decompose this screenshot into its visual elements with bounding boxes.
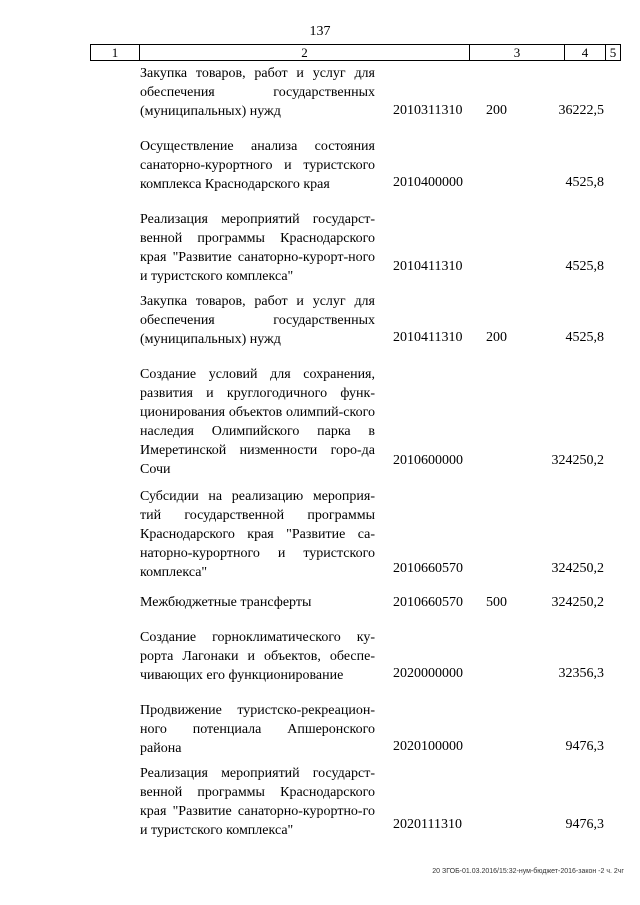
header-col-3: 3 <box>470 45 565 60</box>
row-code: 2010400000 <box>393 175 463 190</box>
table-header-row <box>90 44 621 61</box>
row-description: Создание горноклиматического ку-рорта Лагонаки и объектов, обеспе-чивающих его функционирование <box>140 630 375 683</box>
row-amount: 9476,3 <box>565 739 604 754</box>
row-type: 200 <box>486 103 507 118</box>
header-col-5: 5 <box>609 45 617 60</box>
row-code: 2010411310 <box>393 330 463 345</box>
row-type: 500 <box>486 595 507 610</box>
row-description: Реализация мероприятий государст-венной программы Краснодарского края "Развитие санаторно-курорт-ного и туристского комплекса" <box>140 212 375 284</box>
row-type: 200 <box>486 330 507 345</box>
row-code: 2010600000 <box>393 453 463 468</box>
row-code: 2020111310 <box>393 817 462 832</box>
row-amount: 4525,8 <box>565 259 604 274</box>
row-amount: 4525,8 <box>565 175 604 190</box>
row-code: 2020100000 <box>393 739 463 754</box>
row-amount: 324250,2 <box>551 453 604 468</box>
header-col-1: 1 <box>91 45 140 60</box>
row-code: 2010660570 <box>393 561 463 576</box>
header-col-4: 4 <box>565 45 606 60</box>
row-description: Создание условий для сохранения, развития и круглогодичного функ-ционирования объектов олимпий-ского наследия Олимпийского парка в Имеретинской низменности горо-да Сочи <box>140 367 375 477</box>
page-footer-stamp: 20 ЗГОБ-01.03.2016/15:32-нум-бюджет-2016-закон -2 ч. 2чг <box>432 868 624 875</box>
row-amount: 324250,2 <box>551 561 604 576</box>
row-description: Реализация мероприятий государст-венной программы Краснодарского края "Развитие санаторно-курортно-го и туристского комплекса" <box>140 766 375 838</box>
row-description: Закупка товаров, работ и услуг для обеспечения государственных (муниципальных) нужд <box>140 294 375 347</box>
row-amount: 36222,5 <box>558 103 604 118</box>
row-description: Субсидии на реализацию мероприя-тий государственной программы Краснодарского края "Развитие са-наторно-курортного и туристского комплекса" <box>140 489 375 580</box>
row-amount: 32356,3 <box>558 666 604 681</box>
row-amount: 9476,3 <box>565 817 604 832</box>
page-number: 137 <box>309 24 331 39</box>
row-code: 2020000000 <box>393 666 463 681</box>
row-description: Продвижение туристско-рекреацион-ного потенциала Апшеронского района <box>140 703 375 756</box>
header-col-2: 2 <box>140 45 470 60</box>
row-description: Осуществление анализа состояния санаторно-курортного и туристского комплекса Краснодарского края <box>140 139 375 192</box>
row-code: 2010411310 <box>393 259 463 274</box>
row-description: Межбюджетные трансферты <box>140 595 312 610</box>
row-code: 2010660570 <box>393 595 463 610</box>
row-description: Закупка товаров, работ и услуг для обеспечения государственных (муниципальных) нужд <box>140 66 375 119</box>
row-amount: 324250,2 <box>551 595 604 610</box>
row-amount: 4525,8 <box>565 330 604 345</box>
row-code: 2010311310 <box>393 103 463 118</box>
